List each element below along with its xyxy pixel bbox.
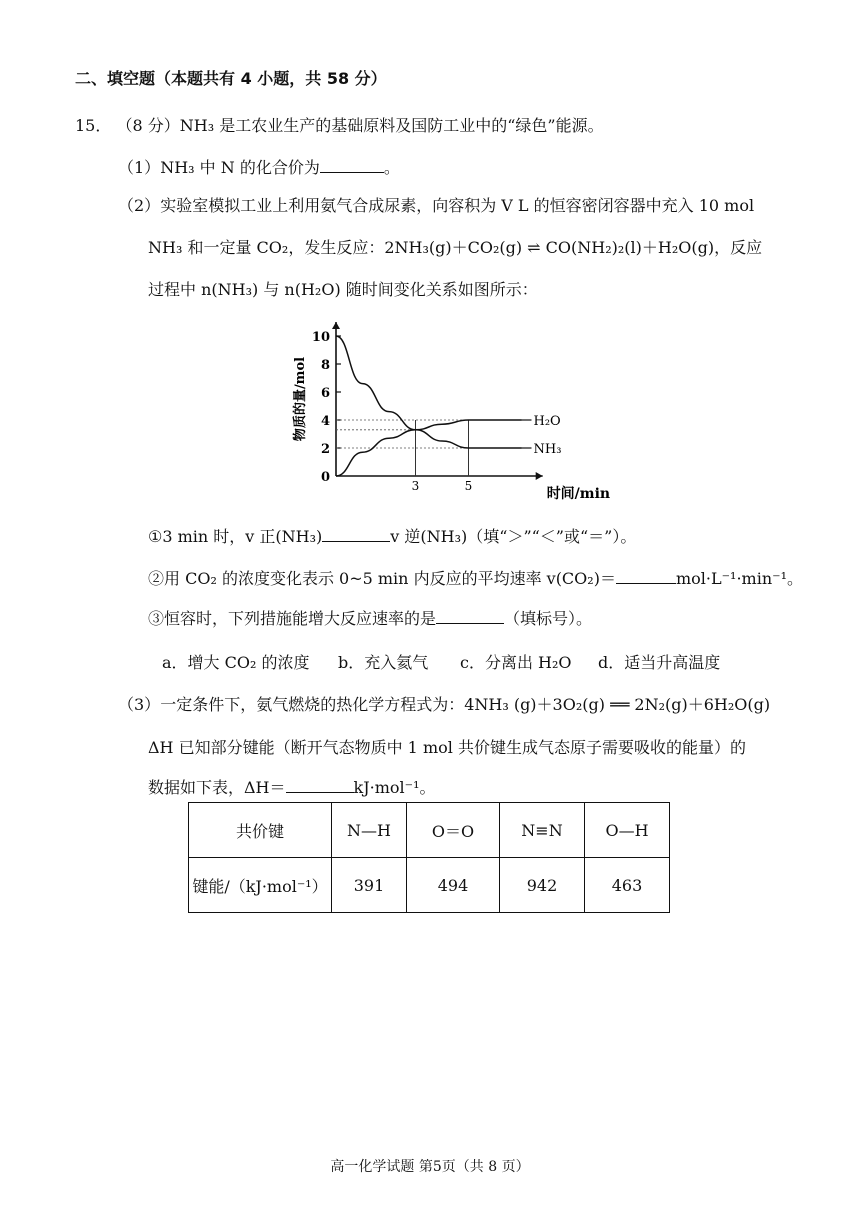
y-tick-label: 2 — [320, 442, 330, 457]
answer-blank[interactable] — [286, 791, 354, 793]
part3-line3 — [148, 775, 436, 798]
sub2-line — [148, 566, 803, 589]
sub2-text-end: mol·L⁻¹·min⁻¹。 — [675, 569, 803, 588]
part2-line2: NH₃ 和一定量 CO₂，发生反应：2NH₃(g)＋CO₂(g) ⇌ CO(NH₂)₂(l)＋H₂O(g)，反应 — [148, 238, 763, 257]
x-axis-label: 时间/min — [546, 486, 611, 502]
question-points: （8 分） — [116, 116, 180, 135]
bond-energy-table — [188, 802, 670, 913]
part3-label: （3） — [118, 695, 161, 714]
y-tick-label: 0 — [320, 470, 330, 485]
sub1-text: ①3 min 时，v 正(NH₃) — [148, 527, 323, 546]
sub1-text-end: v 逆(NH₃)（填“＞”“＜”或“＝”）。 — [390, 527, 637, 546]
y-tick-label: 8 — [320, 358, 330, 373]
option-d: d．适当升高温度 — [598, 653, 721, 672]
part1-label: （1） — [118, 158, 161, 177]
part3-line1 — [118, 692, 770, 715]
table-cell: 494 — [407, 858, 500, 913]
part1-text-end: 。 — [383, 158, 400, 177]
table-cell: 942 — [500, 858, 585, 913]
table-cell: 463 — [585, 858, 670, 913]
series-line-nh3 — [336, 336, 522, 448]
table-header-cell: N≡N — [500, 803, 585, 858]
part3-text-end: kJ·mol⁻¹。 — [353, 778, 436, 797]
part3-text-1: 一定条件下，氨气燃烧的热化学方程式为：4NH₃ (g)＋3O₂(g) ══ 2N₂(g)＋6H₂O(g) — [160, 695, 771, 714]
table-header-cell: N—H — [332, 803, 407, 858]
x-axis-arrow — [536, 472, 543, 480]
x-tick-label: 5 — [464, 479, 473, 493]
part1-text: NH₃ 中 N 的化合价为 — [160, 158, 320, 177]
option-a: a．增大 CO₂ 的浓度 — [162, 653, 310, 672]
answer-blank[interactable] — [436, 622, 504, 624]
option-c: c．分离出 H₂O — [460, 653, 572, 672]
part1-line — [118, 155, 400, 178]
question-stem: NH₃ 是工农业生产的基础原料及国防工业中的“绿色”能源。 — [179, 116, 604, 135]
answer-blank[interactable] — [320, 171, 384, 173]
part2-text-1: 实验室模拟工业上利用氨气合成尿素，向容积为 V L 的恒容密闭容器中充入 10 mol — [160, 196, 755, 215]
part3-text-3: 数据如下表，ΔH＝ — [148, 778, 286, 797]
x-tick-label: 3 — [411, 479, 420, 493]
mole-time-chart — [290, 300, 611, 505]
y-tick-label: 10 — [311, 330, 330, 345]
option-b: b．充入氦气 — [338, 653, 429, 672]
table-row — [189, 858, 670, 913]
part2-label: （2） — [118, 196, 161, 215]
table-cell: 391 — [332, 858, 407, 913]
part3-line2: ΔH 已知部分键能（断开气态物质中 1 mol 共价键生成气态原子需要吸收的能量）的 — [148, 738, 746, 757]
table-header-cell: O＝O — [407, 803, 500, 858]
answer-blank[interactable] — [616, 582, 676, 584]
y-tick-label: 6 — [320, 386, 330, 401]
answer-blank[interactable] — [322, 540, 390, 542]
y-tick-label: 4 — [320, 414, 330, 429]
table-cell: 键能/（kJ·mol⁻¹） — [189, 858, 332, 913]
y-axis-arrow — [332, 322, 340, 329]
series-label: NH₃ — [533, 442, 562, 457]
sub1-line — [148, 524, 636, 547]
page-footer: 高一化学试题 第5页（共 8 页） — [330, 1159, 530, 1175]
sub3-text: ③恒容时，下列措施能增大反应速率的是 — [148, 609, 437, 628]
sub2-text: ②用 CO₂ 的浓度变化表示 0~5 min 内反应的平均速率 v(CO₂)＝ — [148, 569, 616, 588]
part2-line1 — [118, 193, 754, 216]
series-label: H₂O — [533, 414, 561, 429]
table-header-cell: 共价键 — [189, 803, 332, 858]
part2-line3: 过程中 n(NH₃) 与 n(H₂O) 随时间变化关系如图所示： — [148, 280, 538, 299]
table-header-row — [189, 803, 670, 858]
sub3-line — [148, 606, 592, 629]
table-header-cell: O—H — [585, 803, 670, 858]
section-heading: 二、填空题（本题共有 4 小题，共 58 分） — [75, 69, 387, 88]
sub3-text-end: （填标号）。 — [504, 609, 593, 628]
question-stem-line — [75, 113, 604, 136]
y-axis-label: 物质的量/mol — [293, 356, 308, 442]
question-number: 15． — [75, 116, 112, 135]
